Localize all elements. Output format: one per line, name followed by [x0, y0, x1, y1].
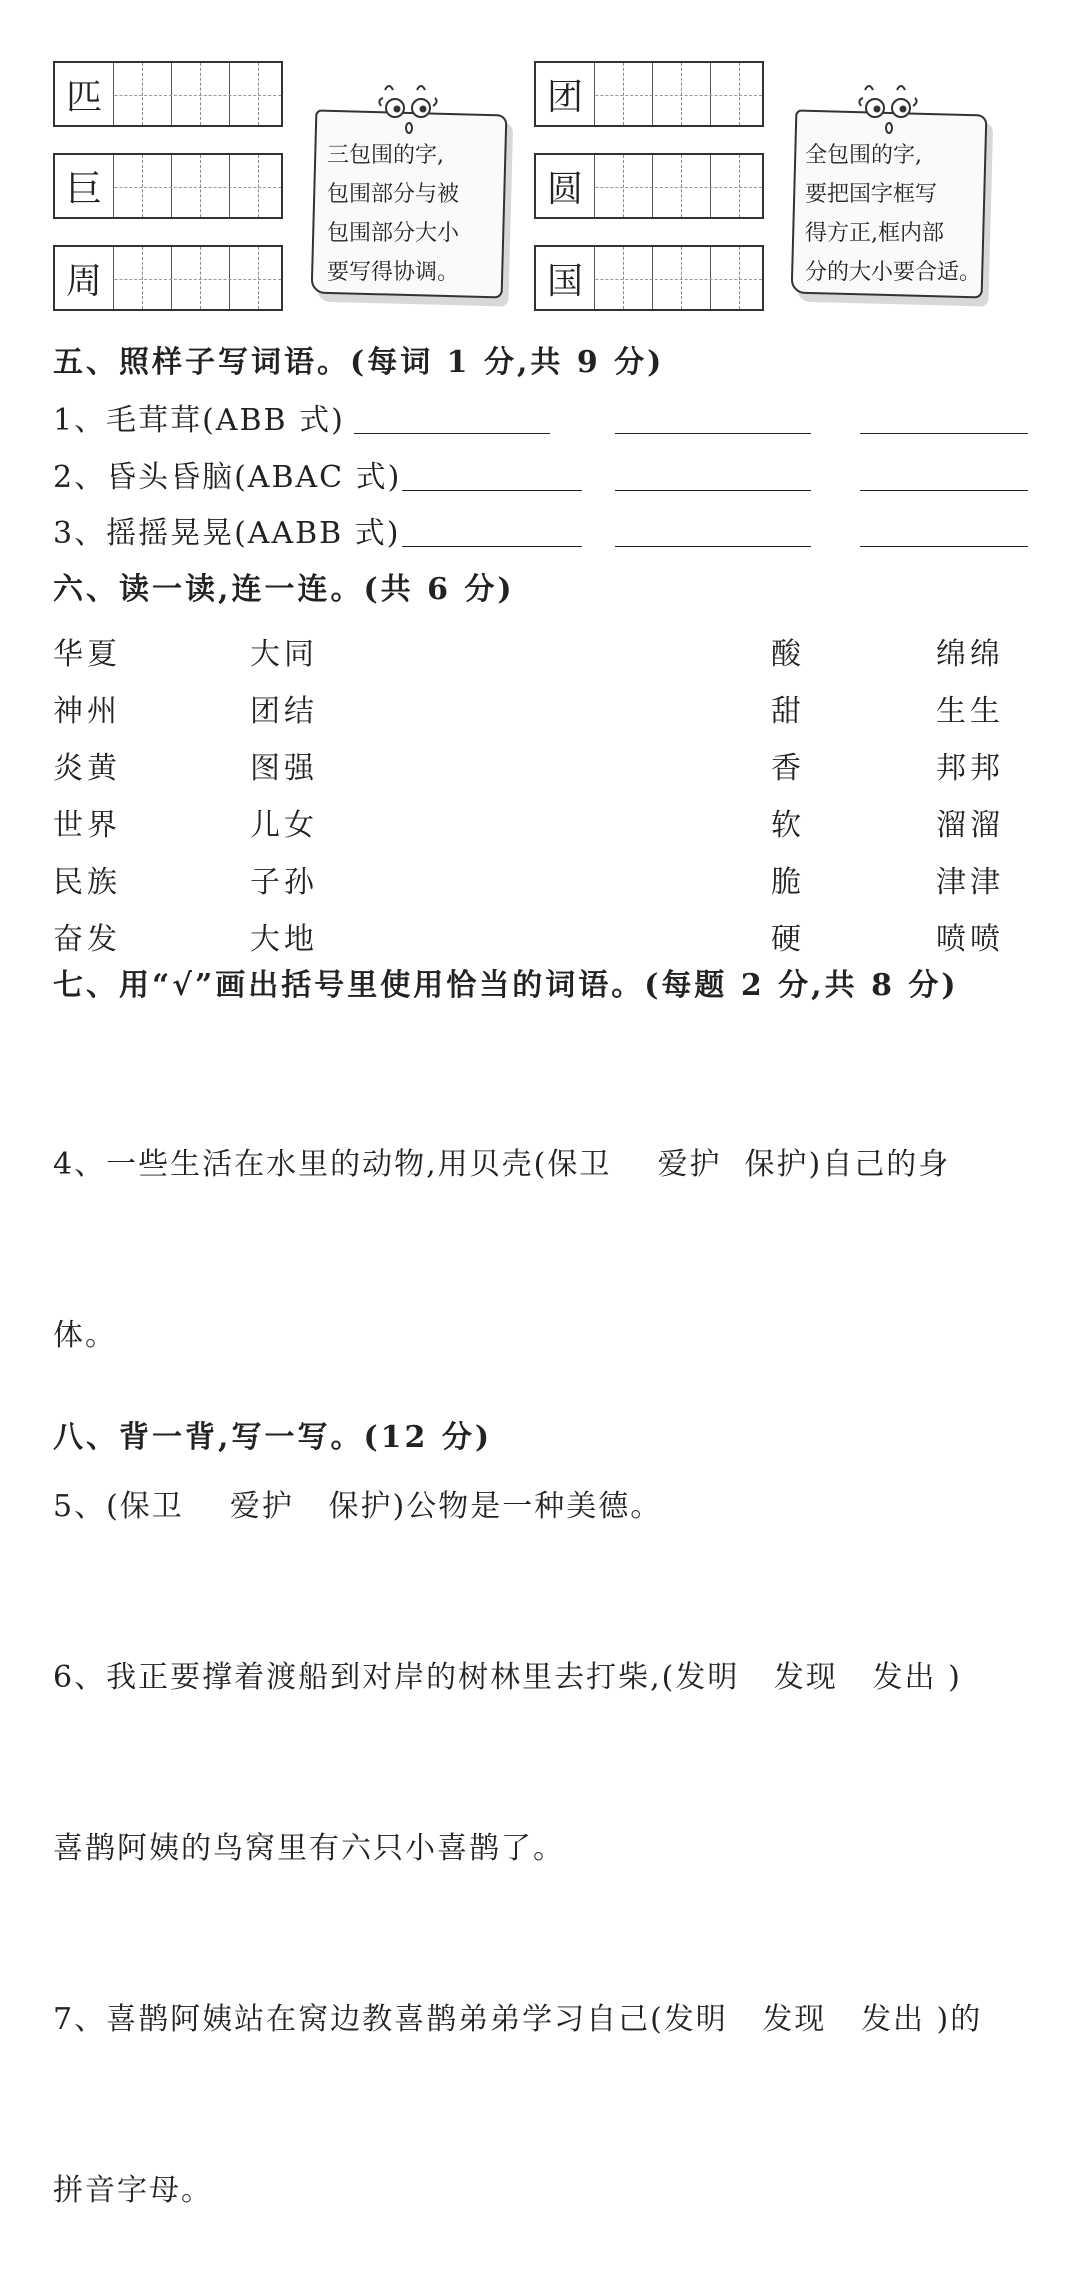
grid-char: 团	[536, 63, 594, 125]
section-5-item-3: 3、摇摇晃晃(AABB 式)	[53, 516, 401, 551]
answer-line[interactable]	[615, 433, 811, 434]
section-7-title: 七、用“√”画出括号里使用恰当的词语。(每题 2 分,共 8 分)	[53, 968, 959, 1003]
answer-line[interactable]	[402, 546, 582, 547]
writing-grid-1[interactable]	[53, 61, 283, 127]
match-word[interactable]: 炎黄	[53, 751, 121, 786]
tip-note-left	[313, 78, 503, 288]
match-word[interactable]: 大地	[250, 922, 318, 957]
note-line: 分的大小要合适。	[805, 260, 982, 285]
match-word[interactable]: 子孙	[250, 865, 318, 900]
section-5-title: 五、照样子写词语。(每词 1 分,共 9 分)	[53, 345, 665, 380]
note-line: 要把国字框写	[805, 182, 938, 207]
match-column-1	[53, 626, 121, 968]
writing-grid-3[interactable]	[53, 245, 283, 311]
answer-line[interactable]	[615, 490, 811, 491]
match-word[interactable]: 酸	[771, 637, 803, 672]
note-line: 包围部分大小	[327, 221, 460, 246]
question-line: 7、喜鹊阿姨站在窝边教喜鹊弟弟学习自己(发明 发现 发出 )的	[53, 2002, 983, 2037]
writing-grid-6[interactable]	[534, 245, 764, 311]
note-line: 要写得协调。	[327, 260, 460, 285]
match-word[interactable]: 奋发	[53, 922, 121, 957]
grid-char: 匹	[55, 63, 113, 125]
cartoon-eyes-icon	[853, 78, 933, 138]
writing-grid-2[interactable]	[53, 153, 283, 219]
grid-char: 巨	[55, 155, 113, 217]
match-column-2	[250, 626, 318, 968]
match-word[interactable]: 溜溜	[936, 808, 1004, 843]
match-word[interactable]: 脆	[771, 865, 803, 900]
question-line: 5、(保卫 爱护 保护)公物是一种美德。	[53, 1489, 663, 1524]
grid-char: 国	[536, 247, 594, 309]
match-word[interactable]: 喷喷	[936, 922, 1004, 957]
question-line: 喜鹊阿姨的鸟窝里有六只小喜鹊了。	[53, 1831, 565, 1866]
section-7-body	[53, 1022, 982, 2276]
match-word[interactable]: 华夏	[53, 637, 121, 672]
match-word[interactable]: 香	[771, 751, 803, 786]
grid-char: 周	[55, 247, 113, 309]
answer-line[interactable]	[615, 546, 811, 547]
note-line: 全包围的字,	[805, 143, 922, 168]
match-word[interactable]: 图强	[250, 751, 318, 786]
match-word[interactable]: 硬	[771, 922, 803, 957]
answer-line[interactable]	[860, 546, 1028, 547]
match-column-3	[771, 626, 803, 968]
note-line: 得方正,框内部	[805, 221, 944, 246]
match-word[interactable]: 津津	[936, 865, 1004, 900]
answer-line[interactable]	[860, 433, 1028, 434]
answer-line[interactable]	[402, 490, 582, 491]
writing-grid-4[interactable]	[534, 61, 764, 127]
question-line: 4、一些生活在水里的动物,用贝壳(保卫 爱护 保护)自己的身	[53, 1147, 951, 1182]
question-line: 拼音字母。	[53, 2173, 213, 2208]
answer-line[interactable]	[354, 433, 550, 434]
match-word[interactable]: 儿女	[250, 808, 318, 843]
cartoon-eyes-icon	[373, 78, 453, 138]
note-line: 三包围的字,	[327, 143, 444, 168]
match-word[interactable]: 绵绵	[936, 637, 1004, 672]
tip-note-right	[793, 78, 983, 288]
question-line: 体。	[53, 1318, 117, 1353]
match-word[interactable]: 邦邦	[936, 751, 1004, 786]
match-word[interactable]: 软	[771, 808, 803, 843]
section-5-item-2: 2、昏头昏脑(ABAC 式)	[53, 460, 402, 495]
match-word[interactable]: 世界	[53, 808, 121, 843]
match-word[interactable]: 团结	[250, 694, 318, 729]
note-line: 包围部分与被	[327, 182, 460, 207]
match-word[interactable]: 民族	[53, 865, 121, 900]
match-word[interactable]: 甜	[771, 694, 803, 729]
match-word[interactable]: 神州	[53, 694, 121, 729]
section-5-item-1: 1、毛茸茸(ABB 式)	[53, 403, 345, 438]
grid-char: 圆	[536, 155, 594, 217]
match-word[interactable]: 生生	[936, 694, 1004, 729]
question-line: 6、我正要撑着渡船到对岸的树林里去打柴,(发明 发现 发出 )	[53, 1660, 962, 1695]
match-word[interactable]: 大同	[250, 637, 318, 672]
answer-line[interactable]	[860, 490, 1028, 491]
match-column-4	[936, 626, 1004, 968]
writing-grid-5[interactable]	[534, 153, 764, 219]
section-6-title: 六、读一读,连一连。(共 6 分)	[53, 572, 515, 607]
section-8-title: 八、背一背,写一写。(12 分)	[53, 1420, 493, 1455]
